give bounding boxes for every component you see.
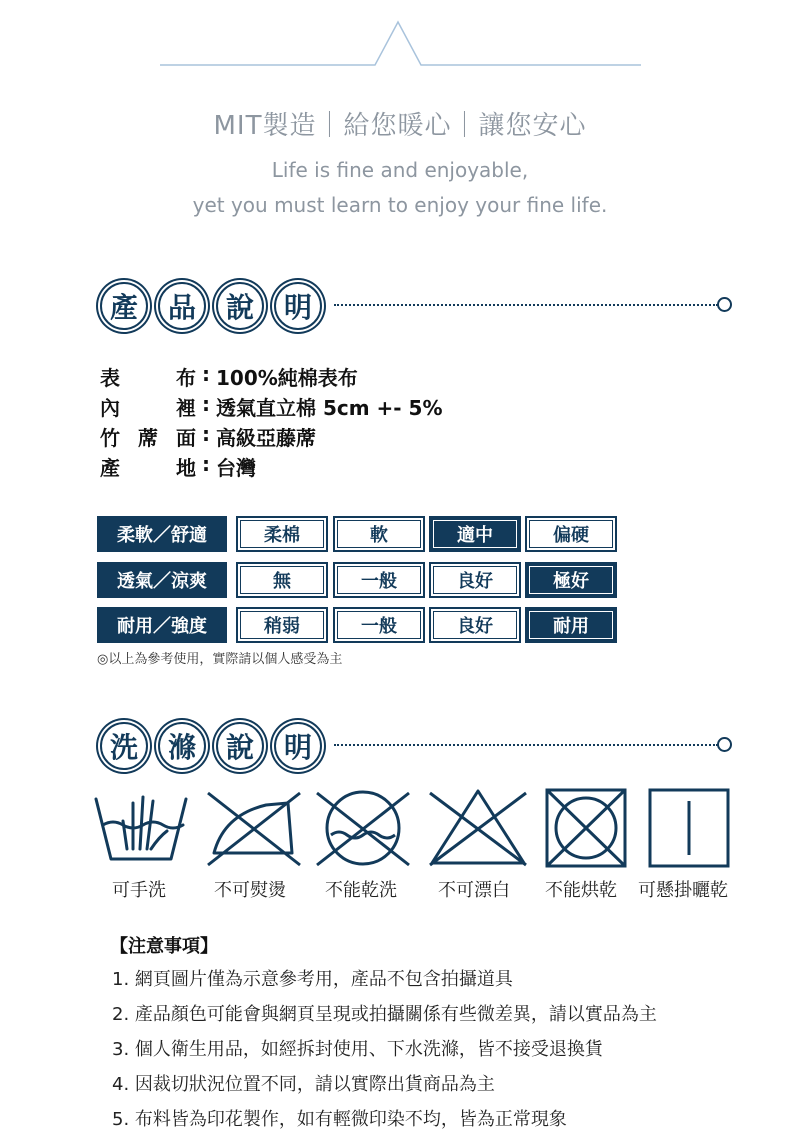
rating-cell: 極好 bbox=[525, 562, 617, 598]
rating-cell: 稍弱 bbox=[236, 607, 328, 643]
spec-row bbox=[100, 422, 316, 451]
title-char: 明 bbox=[274, 282, 322, 330]
note-item: 4. 因裁切狀況位置不同，請以實際出貨商品為主 bbox=[112, 1074, 495, 1095]
no-bleach-icon bbox=[426, 787, 530, 869]
note-item: 5. 布料皆為印花製作，如有輕微印染不均，皆為正常現象 bbox=[112, 1109, 567, 1130]
wash-label: 不能烘乾 bbox=[545, 880, 617, 901]
title-dotted-line bbox=[334, 744, 718, 746]
tagline-english-line1: Life is fine and enjoyable, bbox=[271, 158, 529, 182]
top-ornament-line bbox=[0, 0, 800, 80]
tagline-english-line2: yet you must learn to enjoy your fine life. bbox=[192, 193, 608, 217]
no-dry-clean-icon bbox=[313, 787, 413, 869]
rating-cell: 軟 bbox=[333, 516, 425, 552]
title-char: 明 bbox=[274, 722, 322, 770]
rating-note: ◎以上為參考使用，實際請以個人感受為主 bbox=[97, 652, 343, 667]
note-item: 1. 網頁圖片僅為示意參考用，產品不包含拍攝道具 bbox=[112, 969, 513, 990]
no-tumble-dry-icon bbox=[543, 787, 629, 869]
rating-cell: 無 bbox=[236, 562, 328, 598]
note-item: 3. 個人衛生用品，如經拆封使用、下水洗滌，皆不接受退換貨 bbox=[112, 1039, 603, 1060]
title-line-end-circle bbox=[717, 297, 732, 312]
title-line-end-circle bbox=[717, 737, 732, 752]
title-dotted-line bbox=[334, 304, 718, 306]
rating-cell: 一般 bbox=[333, 607, 425, 643]
spec-label: 表 布 bbox=[100, 366, 196, 390]
hang-dry-icon bbox=[646, 787, 732, 869]
spec-value: 台灣 bbox=[216, 456, 256, 480]
spec-value: 透氣直立棉 5cm +- 5% bbox=[216, 396, 443, 420]
title-char: 說 bbox=[216, 282, 264, 330]
rating-cell: 適中 bbox=[429, 516, 521, 552]
spec-value: 高級亞藤蓆 bbox=[216, 426, 316, 450]
spec-row bbox=[100, 392, 443, 421]
rating-cell: 偏硬 bbox=[525, 516, 617, 552]
wash-label: 可懸掛曬乾 bbox=[638, 880, 728, 901]
spec-colon: : bbox=[202, 422, 210, 446]
spec-label: 竹 蓆 面 bbox=[100, 426, 196, 450]
title-char: 品 bbox=[158, 282, 206, 330]
rating-label-breathability: 透氣／涼爽 bbox=[97, 562, 227, 598]
title-char: 洗 bbox=[100, 722, 148, 770]
rating-label-softness: 柔軟／舒適 bbox=[97, 516, 227, 552]
rating-label-durability: 耐用／強度 bbox=[97, 607, 227, 643]
spec-label: 產 地 bbox=[100, 456, 196, 480]
title-char: 說 bbox=[216, 722, 264, 770]
spec-row bbox=[100, 452, 256, 481]
wash-label: 可手洗 bbox=[112, 880, 166, 901]
hand-wash-icon bbox=[93, 787, 189, 869]
spec-label: 內 裡 bbox=[100, 396, 196, 420]
title-char: 產 bbox=[100, 282, 148, 330]
wash-label: 不可熨燙 bbox=[214, 880, 286, 901]
wash-label: 不能乾洗 bbox=[325, 880, 397, 901]
note-item: 2. 產品顏色可能會與網頁呈現或拍攝關係有些微差異，請以實品為主 bbox=[112, 1004, 657, 1025]
rating-cell: 柔棉 bbox=[236, 516, 328, 552]
spec-value: 100%純棉表布 bbox=[216, 366, 358, 390]
wash-label: 不可漂白 bbox=[438, 880, 510, 901]
product-description-title bbox=[100, 282, 332, 330]
rating-cell: 良好 bbox=[429, 562, 521, 598]
spec-colon: : bbox=[202, 452, 210, 476]
rating-cell: 耐用 bbox=[525, 607, 617, 643]
title-char: 滌 bbox=[158, 722, 206, 770]
notes-heading: 【注意事項】 bbox=[110, 936, 218, 957]
spec-colon: : bbox=[202, 362, 210, 386]
spec-row bbox=[100, 362, 358, 391]
spec-colon: : bbox=[202, 392, 210, 416]
rating-cell: 一般 bbox=[333, 562, 425, 598]
tagline-main: MIT製造｜給您暖心｜讓您安心 bbox=[213, 111, 587, 141]
no-iron-icon bbox=[204, 787, 304, 869]
wash-instructions-title bbox=[100, 722, 332, 770]
rating-cell: 良好 bbox=[429, 607, 521, 643]
